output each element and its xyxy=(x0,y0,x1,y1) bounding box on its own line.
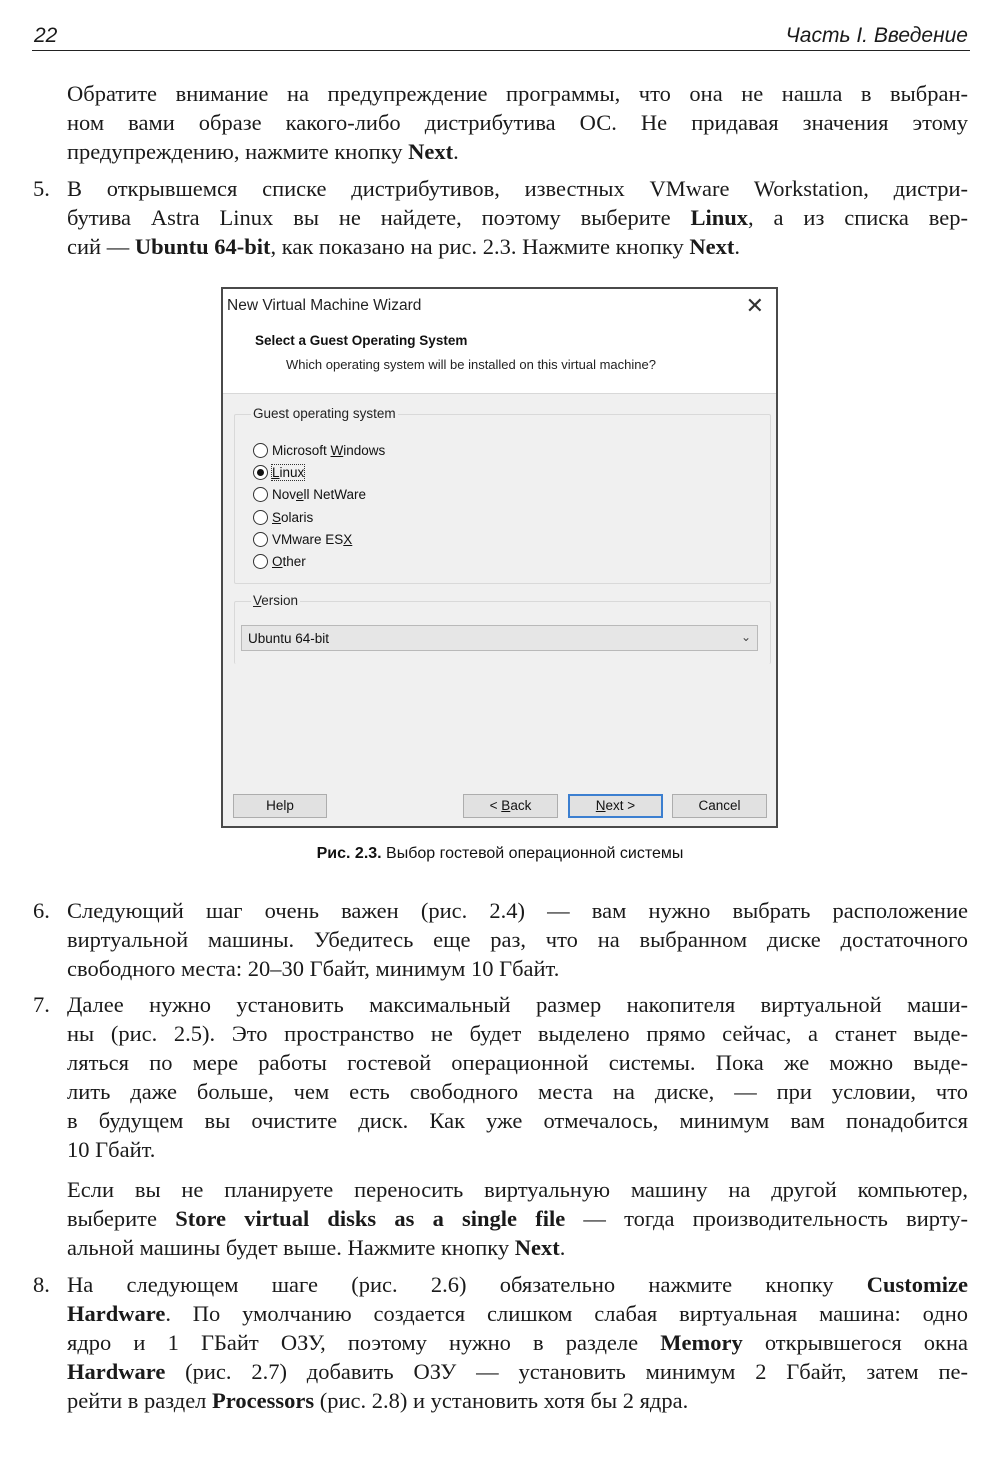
text-line: Hardware. По умолчанию создается слишком слабая виртуальная машина: одно xyxy=(67,1301,968,1326)
radio-windows[interactable] xyxy=(253,440,385,460)
text-line: рейти в раздел Processors (рис. 2.8) и установить хотя бы 2 ядра. xyxy=(67,1388,689,1413)
text-line: предупреждению, нажмите кнопку Next. xyxy=(67,139,459,164)
header-rule xyxy=(32,50,970,51)
radio-label: VMware ESX xyxy=(272,531,353,547)
next-button[interactable]: Next > xyxy=(568,794,663,818)
version-value: Ubuntu 64-bit xyxy=(248,631,330,646)
radio-esx[interactable] xyxy=(253,529,352,549)
text-line: виртуальной машины. Убедитесь еще раз, что на выбранном диске достаточного xyxy=(67,927,968,952)
dialog-heading: Select a Guest Operating System xyxy=(255,333,468,348)
text-line: лить даже больше, чем есть свободного места на диске, — при условии, что xyxy=(67,1079,968,1104)
text-line: Далее нужно установить максимальный размер накопителя виртуальной маши- xyxy=(67,992,968,1017)
list-number: 7. xyxy=(33,992,50,1017)
radio-label: Other xyxy=(272,553,306,569)
radio-other[interactable] xyxy=(253,551,306,571)
text-line: выберите Store virtual disks as a single file — тогда производительность вирту- xyxy=(67,1206,968,1231)
radio-button-selected[interactable] xyxy=(253,465,268,480)
guest-os-group xyxy=(234,406,771,584)
group-label: Guest operating system xyxy=(253,406,396,421)
list-number: 8. xyxy=(33,1272,50,1297)
store-paragraph xyxy=(67,1175,968,1262)
text-line: ном вами образе какого-либо дистрибутива ОС. Не придавая значения этому xyxy=(67,110,968,135)
figure-caption: Рис. 2.3. Выбор гостевой операционной системы xyxy=(316,845,684,862)
cancel-button[interactable]: Cancel xyxy=(672,794,767,818)
text-line: в будущем вы очистите диск. Как уже отмечалось, минимум вам понадобится xyxy=(67,1108,968,1133)
list-number: 5. xyxy=(33,176,50,201)
list-item-6 xyxy=(67,896,968,983)
text-line: Обратите внимание на предупреждение программы, что она не нашла в выбран- xyxy=(67,81,968,106)
text-line: Если вы не планируете переносить виртуальную машину на другой компьютер, xyxy=(67,1177,968,1202)
intro-paragraph xyxy=(67,79,968,166)
version-label: Version xyxy=(253,593,299,608)
close-icon[interactable]: ✕ xyxy=(745,293,764,318)
running-header: Часть I. Введение xyxy=(785,24,968,47)
radio-button[interactable] xyxy=(253,510,268,525)
radio-solaris[interactable] xyxy=(253,507,313,527)
list-item-7 xyxy=(67,990,968,1164)
text-line: 10 Гбайт. xyxy=(67,1137,156,1162)
text-line: Следующий шаг очень важен (рис. 2.4) — вам нужно выбрать расположение xyxy=(67,898,968,923)
page-number: 22 xyxy=(34,24,58,47)
radio-label: Solaris xyxy=(272,509,314,525)
list-item-8 xyxy=(67,1270,968,1415)
text-line: На следующем шаге (рис. 2.6) обязательно нажмите кнопку Customize xyxy=(67,1272,968,1297)
text-line: В открывшемся списке дистрибутивов, известных VMware Workstation, дистри- xyxy=(67,176,968,201)
radio-label: Linux xyxy=(272,464,305,480)
text-line: ны (рис. 2.5). Это пространство не будет выделено прямо сейчас, а станет выде- xyxy=(67,1021,968,1046)
dialog-header xyxy=(223,289,776,394)
radio-button[interactable] xyxy=(253,532,268,547)
help-button[interactable]: Help xyxy=(233,794,327,818)
dialog-subheading: Which operating system will be installed on this virtual machine? xyxy=(286,357,656,372)
chevron-down-icon: ⌄ xyxy=(740,630,751,644)
version-select[interactable] xyxy=(241,625,758,651)
radio-button[interactable] xyxy=(253,443,268,458)
radio-button[interactable] xyxy=(253,554,268,569)
dialog-title: New Virtual Machine Wizard xyxy=(227,297,422,314)
text-line: ядро и 1 ГБайт ОЗУ, поэтому нужно в разделе Memory открывшегося окна xyxy=(67,1330,968,1355)
radio-label: Microsoft Windows xyxy=(272,442,386,458)
text-line: ляться по мере работы гостевой операционной системы. Пока же можно выде- xyxy=(67,1050,968,1075)
text-line: Hardware (рис. 2.7) добавить ОЗУ — установить минимум 2 Гбайт, затем пе- xyxy=(67,1359,968,1384)
list-item-5 xyxy=(67,174,968,261)
back-button[interactable]: < Back xyxy=(463,794,558,818)
text-line: альной машины будет выше. Нажмите кнопку Next. xyxy=(67,1235,566,1260)
radio-linux[interactable] xyxy=(253,462,304,482)
text-line: сий — Ubuntu 64-bit, как показано на рис. 2.3. Нажмите кнопку Next. xyxy=(67,234,740,259)
radio-netware[interactable] xyxy=(253,484,366,504)
text-line: бутива Astra Linux вы не найдете, поэтому выберите Linux, а из списка вер- xyxy=(67,205,968,230)
text-line: свободного места: 20–30 Гбайт, минимум 10 Гбайт. xyxy=(67,956,560,981)
list-number: 6. xyxy=(33,898,50,923)
radio-button[interactable] xyxy=(253,487,268,502)
wizard-dialog xyxy=(221,287,778,828)
radio-label: Novell NetWare xyxy=(272,486,367,502)
